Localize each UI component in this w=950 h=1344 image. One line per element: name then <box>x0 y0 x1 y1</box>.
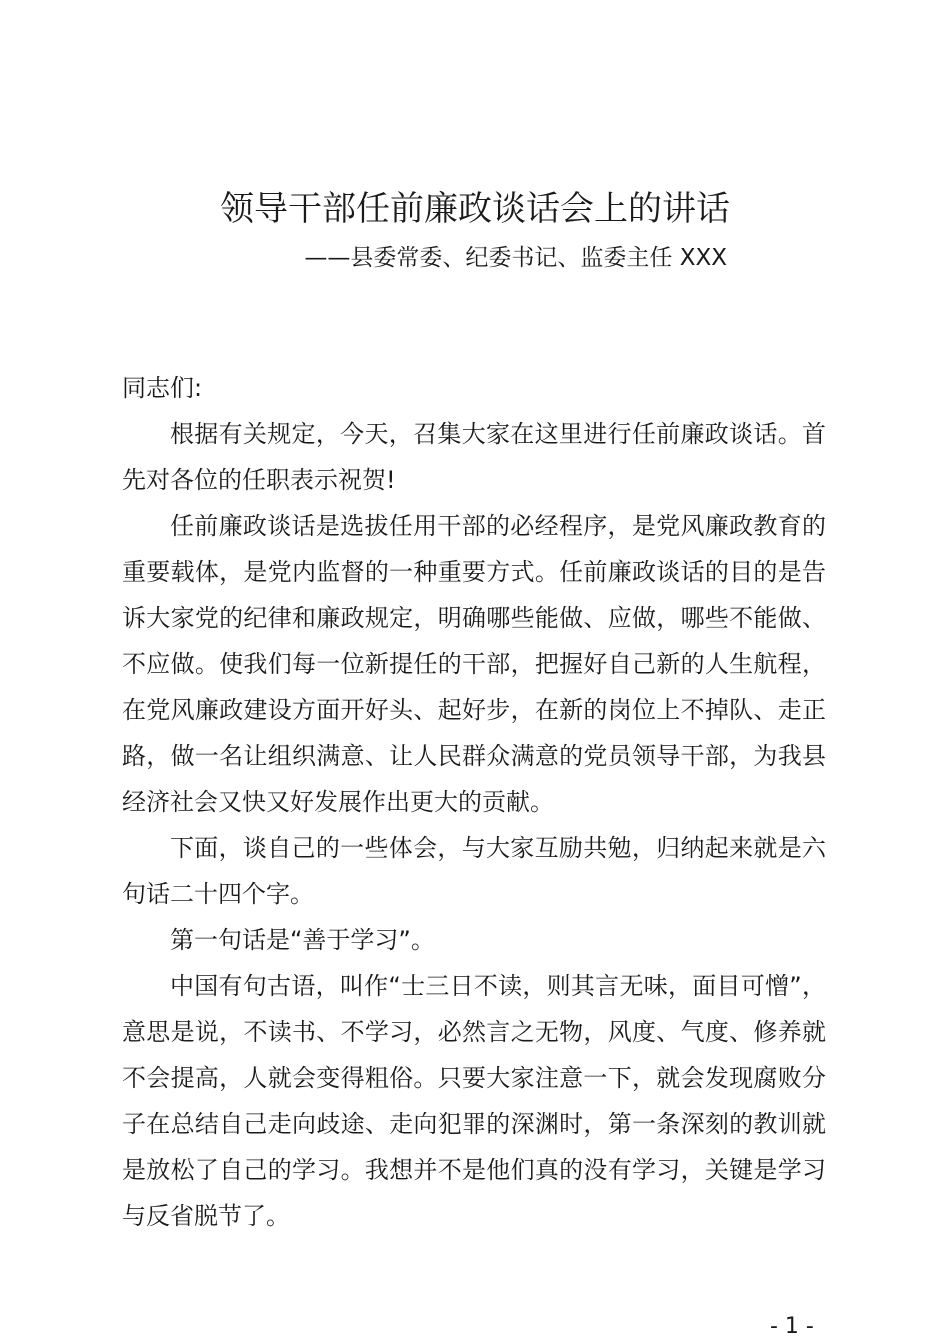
page-number: - 1 - <box>770 1314 814 1339</box>
paragraph: 任前廉政谈话是选拔任用干部的必经程序，是党风廉政教育的重要载体，是党内监督的一种重要方式。任前廉政谈话的目的是告诉大家党的纪律和廉政规定，明确哪些能做、应做，哪些不能做、不应做。使我们每一位新提任的干部，把握好自己新的人生航程，在党风廉政建设方面开好头、起好步，在新的岗位上不掉队、走正路，做一名让组织满意、让人民群众满意的党员领导干部，为我县经济社会又快又好发展作出更大的贡献。 <box>122 512 826 816</box>
paragraph: 根据有关规定，今天，召集大家在这里进行任前廉政谈话。首先对各位的任职表示祝贺! <box>122 420 826 494</box>
document-title: 领导干部任前廉政谈话会上的讲话 <box>220 189 730 229</box>
paragraph: 中国有句古语，叫作“士三日不读，则其言无味，面目可憎”，意思是说，不读书、不学习，必然言之无物，风度、气度、修养就不会提高，人就会变得粗俗。只要大家注意一下，就会发现腐败分子在总结自己走向歧途、走向犯罪的深渊时，第一条深刻的教训就是放松了自己的学习。我想并不是他们真的没有学习，关键是学习与反省脱节了。 <box>122 972 826 1230</box>
paragraph: 第一句话是“善于学习”。 <box>170 926 435 954</box>
paragraph: 下面，谈自己的一些体会，与大家互励共勉，归纳起来就是六句话二十四个字。 <box>122 834 826 908</box>
document-body <box>122 365 826 1239</box>
document-subtitle: ——县委常委、纪委书记、监委主任 XXX <box>304 245 727 271</box>
salutation: 同志们: <box>122 374 203 402</box>
